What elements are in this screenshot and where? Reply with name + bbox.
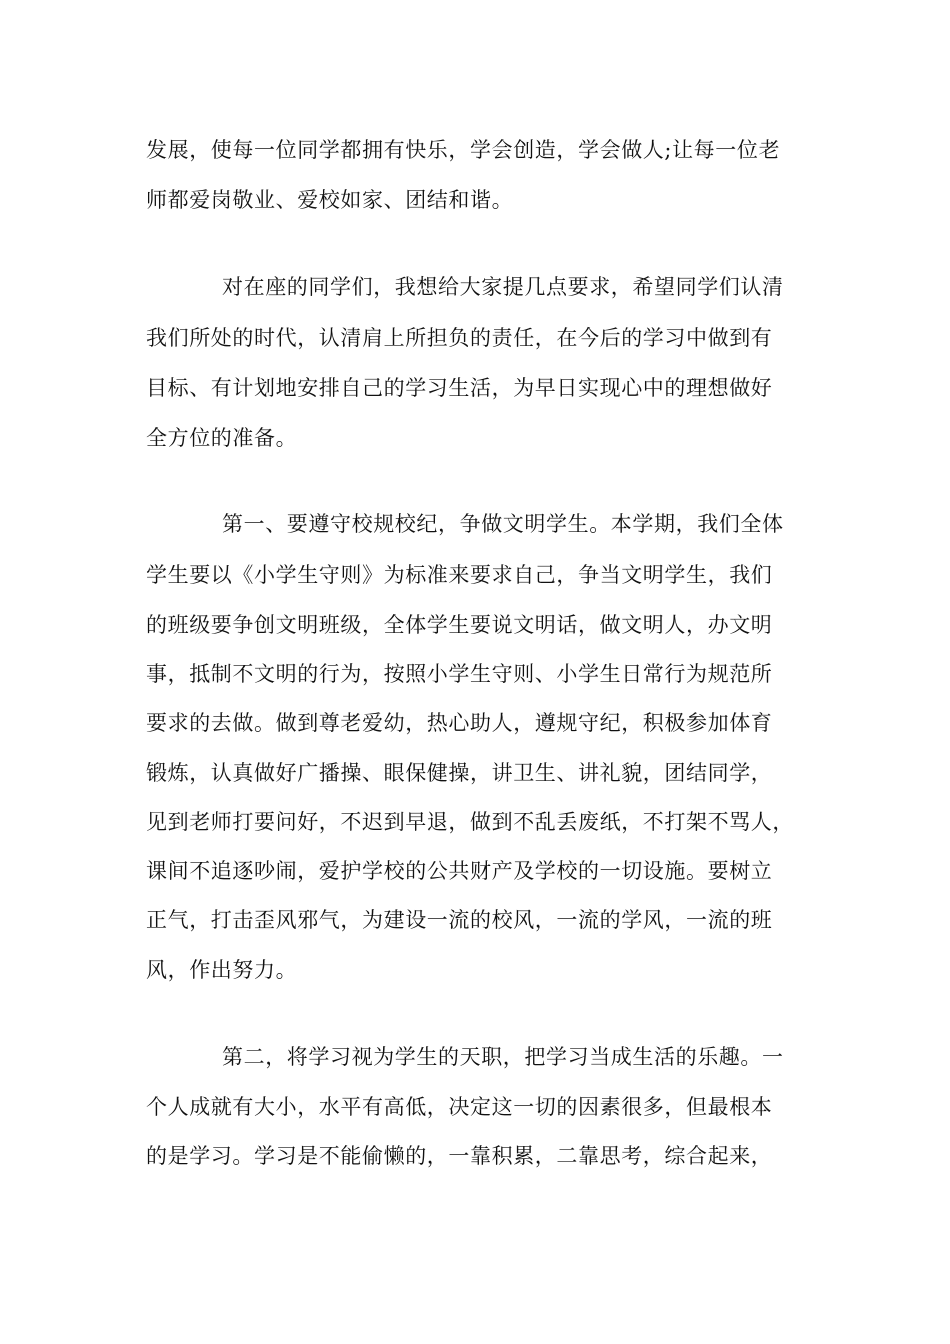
text-line: 见到老师打要问好，不迟到早退，做到不乱丢废纸，不打架不骂人， [146, 810, 794, 834]
text-line: 目标、有计划地安排自己的学习生活，为早日实现心中的理想做好 [146, 376, 773, 400]
text-line: 的班级要争创文明班级，全体学生要说文明话，做文明人，办文明 [146, 613, 773, 637]
paragraph-first-line: 第一、要遵守校规校纪，争做文明学生。本学期，我们全体 [222, 512, 784, 536]
text-line: 我们所处的时代，认清肩上所担负的责任，在今后的学习中做到有 [146, 326, 773, 350]
text-line: 的是学习。学习是不能偷懒的，一靠积累，二靠思考，综合起来， [146, 1144, 773, 1168]
text-line: 学生要以《小学生守则》为标准来要求自己，争当文明学生，我们 [146, 563, 773, 587]
text-line: 师都爱岗敬业、爱校如家、团结和谐。 [146, 188, 514, 212]
text-line: 锻炼，认真做好广播操、眼保健操，讲卫生、讲礼貌，团结同学， [146, 761, 773, 785]
text-line: 全方位的准备。 [146, 426, 298, 450]
text-line: 正气，打击歪风邪气，为建设一流的校风，一流的学风，一流的班 [146, 908, 773, 932]
text-line: 课间不追逐吵闹，爱护学校的公共财产及学校的一切设施。要树立 [146, 859, 773, 883]
text-line: 发展，使每一位同学都拥有快乐，学会创造，学会做人;让每一位老 [146, 138, 781, 162]
paragraph-first-line: 第二，将学习视为学生的天职，把学习当成生活的乐趣。一 [222, 1045, 784, 1069]
text-line: 风，作出努力。 [146, 958, 298, 982]
text-line: 事，抵制不文明的行为，按照小学生守则、小学生日常行为规范所 [146, 662, 773, 686]
text-line: 个人成就有大小，水平有高低，决定这一切的因素很多，但最根本 [146, 1095, 773, 1119]
paragraph-first-line: 对在座的同学们，我想给大家提几点要求，希望同学们认清 [222, 275, 784, 299]
text-line: 要求的去做。做到尊老爱幼，热心助人，遵规守纪，积极参加体育 [146, 711, 773, 735]
